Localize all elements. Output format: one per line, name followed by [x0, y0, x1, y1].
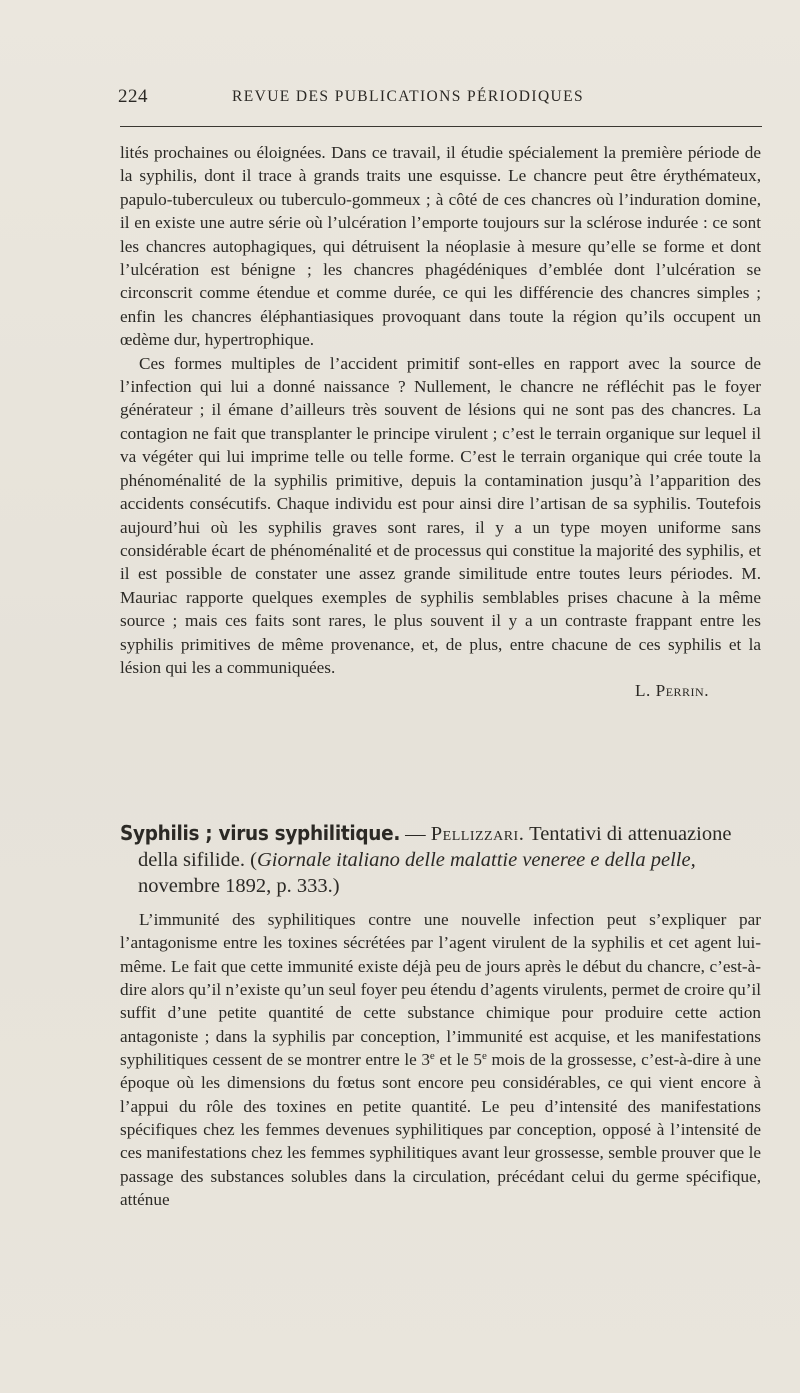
paragraph: [120, 352, 761, 680]
article-author: Pellizzari.: [430, 823, 525, 845]
paragraph-text: Ces formes multiples de l’accident primitif sont-elles en rapport avec la source de l’infection qui lui a donné naissance ? Nullement, le chancre ne réfléchit pas le foyer générateur ; il émane d’ailleurs très souvent de lésions qui ne sont pas des chancres. La contagion ne fait que transplanter le principe virulent ; c’est le terrain organique sur lequel il va végéter qui lui imprime telle ou telle forme. C’est le terrain organique qui crée toute la phénoménalité de la syphilis primitive, depuis la contamination jusqu’à l’apparition des accidents consécutifs. Chaque individu est pour ainsi dire l’artisan de sa syphilis. Toutefois aujourd’hui où les syphilis graves sont rares, il y a un type moyen uniforme sans considérable écart de phénoménalité et de processus qui constitue la majorité des syphilis, et il est possible de constater une assez grande similitude entre toutes leurs périodes. M. Mauriac rapporte quelques exemples de syphilis semblables prises chacune à la même source ; mais ces faits sont rares, le plus souvent il y a un contraste frappant entre les syphilis primitives de même provenance, et, de plus, entre chacune de ces syphilis et la lésion qui les a communiquées.: [120, 353, 761, 677]
paragraph-continued: lités prochaines ou éloignées. Dans ce travail, il étudie spécialement la première période de la syphilis, dont il trace à grands traits une esquisse. Le chancre peut être érythémateux, papulo-tuberculeux ou tuberculo-gommeux ; à côté de ces chancres où l’induration domine, il en existe une autre série où l’ulcération l’emporte toujours sur la sclérose indurée : ce sont les chancres autophagiques, qui détruisent la néoplasie à mesure qu’elle se forme et dont l’ulcération est bénigne ; les chancres phagédéniques d’emblée dont l’ulcération se circonscrit comme étendue et comme durée, ce qui les différencie des chancres simples ; enfin les chancres éléphantiasiques provoquant dans toute la région qu’ils occupent un œdème dur, hypertrophique.: [120, 143, 761, 350]
signature-line: [120, 679, 761, 702]
article-paragraph: [120, 908, 761, 1211]
superscript-2: e: [482, 1050, 487, 1063]
article-body: [120, 908, 761, 1211]
superscript-1: e: [429, 1050, 435, 1063]
article-title: [120, 820, 761, 899]
citation: novembre 1892, p. 333.): [138, 875, 340, 897]
body-text-part-3: mois de la grossesse, c’est-à-dire à une époque où les dimensions du fœtus sont encore peu considérables, ce qui vient encore à l’appui du rôle des toxines en petite quantité. Le peu d’intensité des manifestations spécifiques chez les femmes devenues syphilitiques par conception, opposé à l’intensité de ces manifestations chez les femmes syphilitiques avant leur grossesse, semble prouver que le passage des substances solubles dans la circulation, précédant celui du germe spécifique, atténue: [120, 1050, 761, 1210]
header-rule: [120, 126, 762, 127]
body-text-part-2: et le 5: [434, 1050, 482, 1070]
page-header: [118, 86, 763, 112]
author-signature: L. Perrin.: [635, 681, 709, 701]
article-title-text: Tentativi di attenuazione della sifilide. (: [138, 823, 732, 871]
body-text-part-1: L’immunité des syphilitiques contre une nouvelle infection peut s’expliquer par l’antagonisme entre les toxines sécrétées par l’agent virulent de la syphilis et cet agent lui-même. Le fait que cette immunité existe déjà peu de jours après le début du chancre, c’est-à-dire alors qu’il n’existe qu’un seul foyer peu étendu d’agents virulents, permet de croire qu’il suffit d’une petite quantité de cette substance chimique pour produire cette action antagoniste ; dans la syphilis par conception, l’immunité est acquise, et les manifestations syphilitiques cessent de se montrer entre le 3: [120, 910, 761, 1070]
first-section: [120, 141, 761, 703]
article-subject: Syphilis ; virus syphilitique.: [120, 821, 401, 845]
page-number: 224: [118, 86, 148, 107]
running-title: REVUE DES PUBLICATIONS PÉRIODIQUES: [232, 88, 585, 105]
journal-name: Giornale italiano delle malattie veneree e della pelle,: [256, 849, 696, 871]
title-dash: —: [400, 823, 431, 845]
article-review: [120, 820, 761, 1210]
